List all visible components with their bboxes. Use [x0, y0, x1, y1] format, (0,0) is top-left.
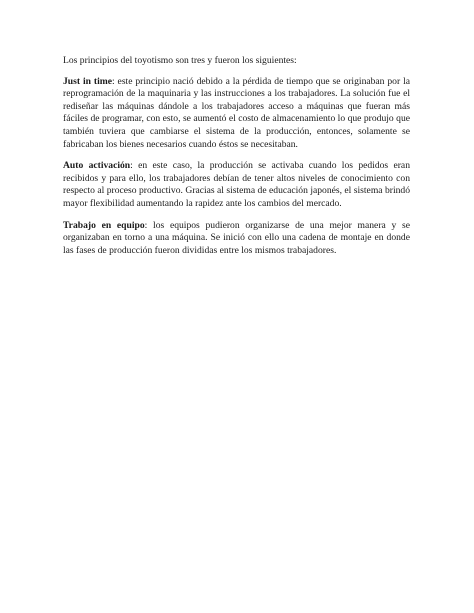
section-term: Trabajo en equipo: [63, 219, 145, 231]
section-just-in-time: [63, 76, 410, 152]
section-term: Just in time: [63, 75, 112, 87]
document-body: [63, 55, 410, 266]
section-auto-activacion: [63, 160, 410, 210]
section-text: : este principio nació debido a la pérdida de tiempo que se originaban por la reprogramación de la maquinaria y las instrucciones a los trabajadores. La solución fue el rediseñar las máquinas dándole a los trabajadores acceso a máquinas que fueran más fáciles de programar, con esto, se aumentó el costo de almacenamiento lo que produjo que también tuviera que cambiarse el sistema de la producción, entonces, solamente se fabricaban los bienes necesarios cuando éstos se necesitaban.: [63, 75, 410, 150]
section-text: : los equipos pudieron organizarse de una mejor manera y se organizaban en torno a una máquina. Se inició con ello una cadena de montaje en donde las fases de producción fueron divididas entre los mismos trabajadores.: [63, 219, 411, 256]
section-text: : en este caso, la producción se activaba cuando los pedidos eran recibidos y para ello, los trabajadores debían de tener altos niveles de conocimiento con respecto al proceso productivo. Gracias al sistema de educación japonés, el sistema brindó mayor flexibilidad aumentando la rapidez ante los cambios del mercado.: [63, 160, 410, 209]
intro-paragraph: Los principios del toyotismo son tres y fueron los siguientes:: [63, 55, 297, 66]
section-trabajo-en-equipo: [63, 220, 410, 258]
section-term: Auto activación: [63, 160, 131, 172]
